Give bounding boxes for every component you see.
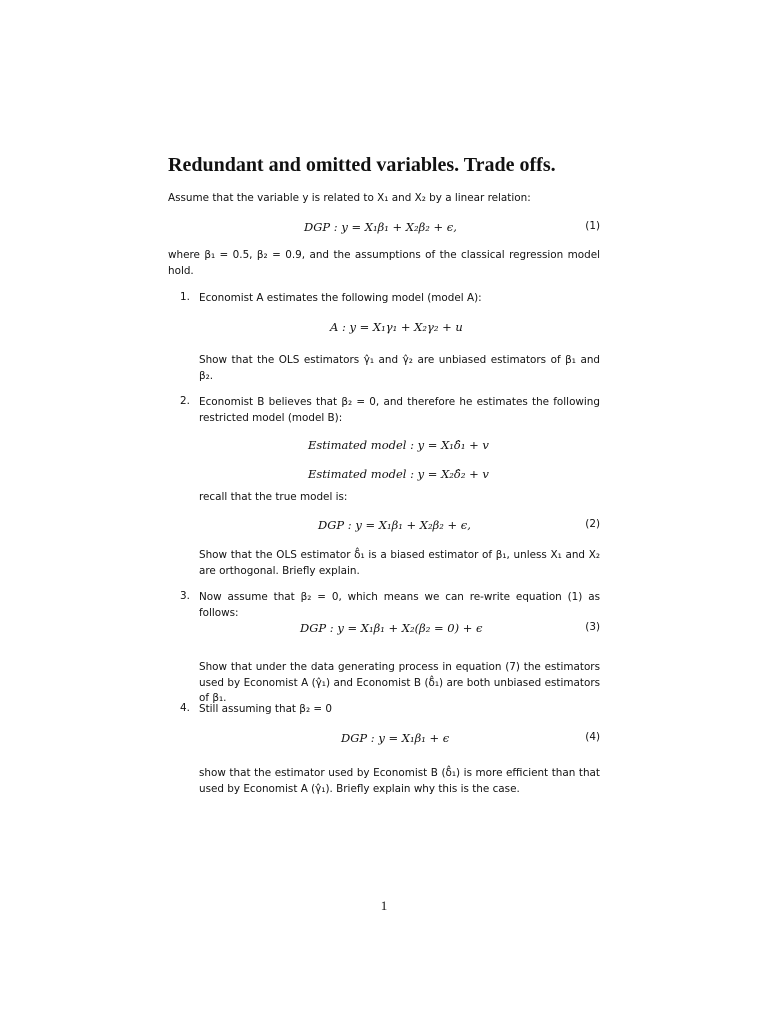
item-4-number: 4. — [180, 702, 190, 714]
equation-1: DGP : y = X₁β₁ + X₂β₂ + ϵ, — [304, 220, 457, 234]
item-1-number: 1. — [180, 291, 190, 303]
item-3-number: 3. — [180, 590, 190, 602]
equation-3: DGP : y = X₁β₁ + X₂(β₂ = 0) + ϵ — [300, 621, 483, 635]
item-2-question: Show that the OLS estimator δ̂₁ is a biased estimator of β₁, unless X₁ and X₂ are orthogonal. Briefly explain. — [199, 549, 600, 577]
page-number: 1 — [380, 898, 388, 913]
item-1-question: Show that the OLS estimators γ̂₁ and γ̂₂ are unbiased estimators of β₁ and β₂. — [199, 354, 600, 382]
item-2-number: 2. — [180, 395, 190, 407]
assumptions-paragraph: where β₁ = 0.5, β₂ = 0.9, and the assumptions of the classical regression model hold. — [168, 249, 600, 277]
item-1-equation: A : y = X₁γ₁ + X₂γ₂ + u — [330, 320, 463, 334]
equation-2-number: (2) — [585, 518, 600, 530]
item-4-question: show that the estimator used by Economist B (δ̂₁) is more efficient than that used by Economist A (γ̂₁). Briefly explain why this is the case. — [199, 767, 600, 795]
equation-4-number: (4) — [585, 731, 600, 743]
section-title: Redundant and omitted variables. Trade offs. — [168, 154, 556, 176]
item-4-text: Still assuming that β₂ = 0 — [199, 703, 333, 715]
item-2-recall: recall that the true model is: — [199, 491, 348, 503]
item-2-equation-b: Estimated model : y = X₂δ̂₂ + v — [308, 467, 489, 481]
equation-3-number: (3) — [585, 621, 600, 633]
intro-paragraph: Assume that the variable y is related to X₁ and X₂ by a linear relation: — [168, 192, 531, 204]
item-2-equation-a: Estimated model : y = X₁δ̂₁ + v — [308, 438, 489, 452]
item-2-text: Economist B believes that β₂ = 0, and therefore he estimates the following restricted model (model B): — [199, 396, 600, 424]
equation-1-number: (1) — [585, 220, 600, 232]
item-1-text: Economist A estimates the following model (model A): — [199, 292, 482, 304]
equation-2: DGP : y = X₁β₁ + X₂β₂ + ϵ, — [318, 518, 471, 532]
equation-4: DGP : y = X₁β₁ + ϵ — [341, 731, 450, 745]
item-3-question: Show that under the data generating process in equation (7) the estimators used by Economist A (γ̂₁) and Economist B (δ̂₁) are both unbiased estimators of β₁. — [199, 661, 600, 705]
item-3-text: Now assume that β₂ = 0, which means we can re-write equation (1) as follows: — [199, 591, 600, 619]
